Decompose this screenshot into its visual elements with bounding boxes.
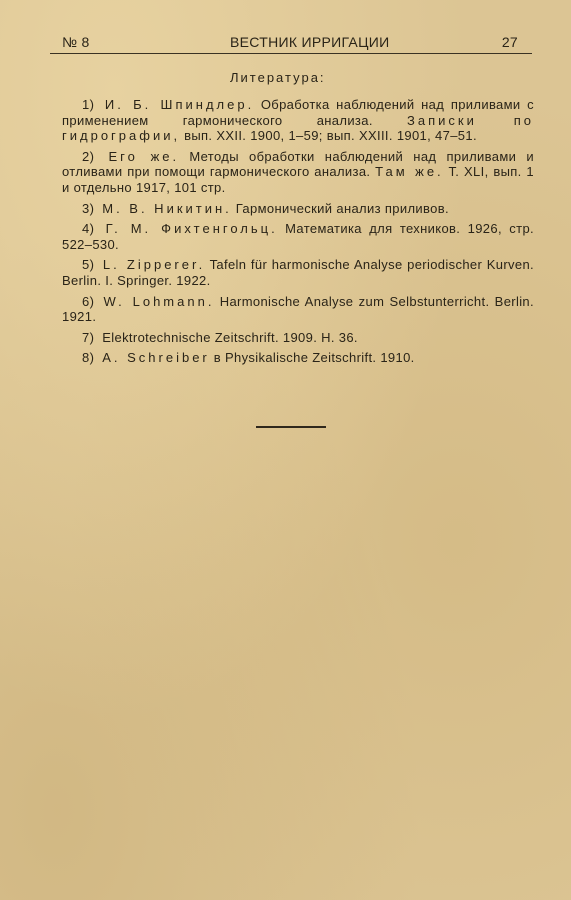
end-rule xyxy=(256,426,326,428)
reference-number: 6) xyxy=(82,293,95,309)
reference-item xyxy=(62,294,534,325)
reference-number: 3) xyxy=(82,200,95,216)
reference-item xyxy=(62,149,534,196)
page-number: 27 xyxy=(501,34,518,50)
reference-item xyxy=(62,257,534,288)
issue-number: № 8 xyxy=(62,34,90,50)
reference-item xyxy=(62,201,534,217)
reference-text: Tafeln für harmonische Analyse periodischer Kurven. Berlin. I. Springer. 1922. xyxy=(62,257,534,288)
reference-text: в Physikalische Zeitschrift. 1910. xyxy=(213,350,415,366)
reference-list xyxy=(62,97,534,371)
reference-text: Математика для техников. 1926, стр. 522–530. xyxy=(62,221,534,252)
journal-title: ВЕСТНИК ИРРИГАЦИИ xyxy=(230,34,390,50)
reference-author: L. Zipperer. xyxy=(102,257,206,273)
reference-author: М. В. Никитин. xyxy=(102,200,232,216)
reference-item xyxy=(62,221,534,252)
reference-text: Методы обработки наблюдений над приливами и отливами при помощи гармонического анализа. xyxy=(62,148,534,180)
section-title: Литература: xyxy=(230,70,326,85)
reference-author: W. Lohmann. xyxy=(103,293,215,309)
reference-author: Г. М. Фихтенгольц. xyxy=(105,221,278,237)
reference-item xyxy=(62,350,534,366)
reference-number: 4) xyxy=(82,221,95,237)
reference-number: 1) xyxy=(82,97,95,112)
reference-author: A. Schreiber xyxy=(102,350,210,366)
reference-series: Там же. xyxy=(375,164,444,180)
reference-author: Его же. xyxy=(108,148,180,164)
header-rule xyxy=(50,53,532,54)
reference-number: 5) xyxy=(82,257,95,273)
reference-number: 2) xyxy=(82,148,95,164)
reference-author: И. Б. Шпиндлер. xyxy=(104,97,255,112)
reference-text: Elektrotechnische Zeitschrift. 1909. H. 36. xyxy=(102,329,358,345)
reference-details: Т. XLI, вып. 1 и отдельно 1917, 101 стр. xyxy=(62,164,534,195)
reference-number: 8) xyxy=(82,350,95,366)
reference-text: Обработка наблюдений над приливами с применением гармонического анализа. xyxy=(62,97,535,128)
reference-series: Записки по гидрографии, xyxy=(62,112,534,144)
reference-text: Harmonische Analyse zum Selbstunterricht. Berlin. 1921. xyxy=(62,293,534,325)
page-header xyxy=(62,34,532,54)
reference-item xyxy=(62,330,534,346)
reference-details: вып. XXII. 1900, 1–59; вып. XXIII. 1901, 47–51. xyxy=(184,128,477,144)
reference-text: Гармонический анализ приливов. xyxy=(235,200,449,216)
reference-item xyxy=(62,97,534,144)
reference-number: 7) xyxy=(82,329,95,345)
